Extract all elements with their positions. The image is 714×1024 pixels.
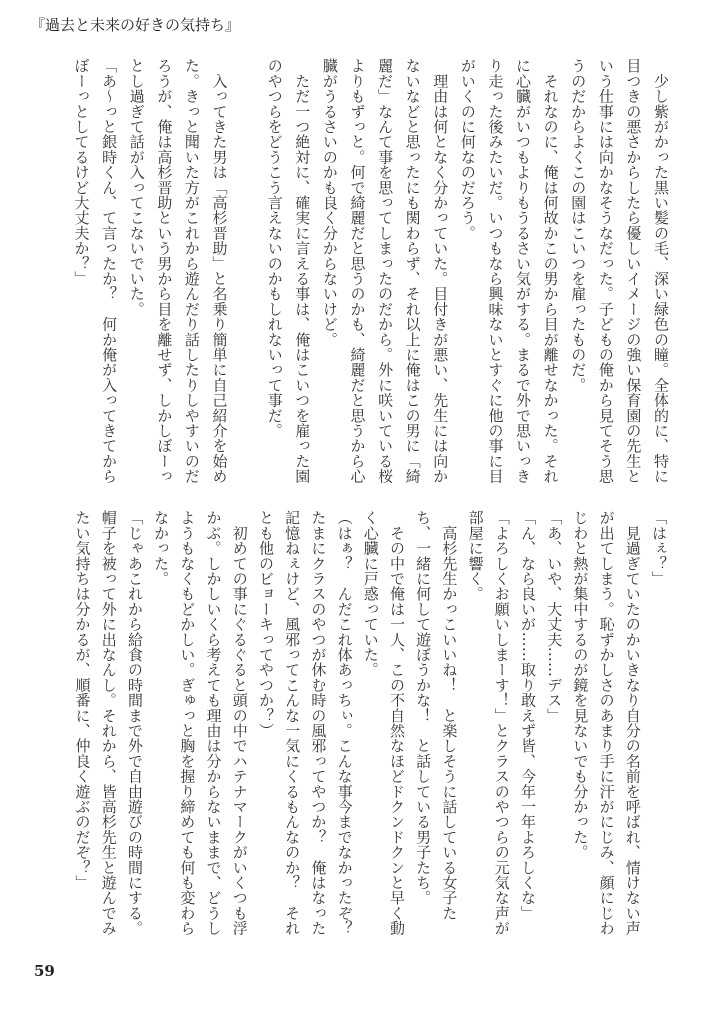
- text-column: 麗だ」なんて事を思ってしまったのだから。外に咲いている桜: [376, 58, 395, 484]
- text-column: 高杉先生かっこいいね！ と楽しそうに話している女子た: [440, 510, 459, 921]
- text-column: それなのに、俺は何故かこの男から目が離せなかった。それ: [541, 58, 560, 484]
- text-column: 初めての事にぐるぐると頭の中でハテナマークがいくつも浮: [230, 510, 249, 936]
- text-column: 「あ〜っと銀時くん、て言ったか？ 何か俺が入ってきてから: [100, 58, 119, 484]
- page-number: 59: [34, 962, 55, 980]
- text-column: 「じゃあこれから給食の時間まで外で自由遊びの時間にする。: [125, 510, 144, 936]
- text-column: 「ん、なら良いが……取り敢えず皆、今年一年よろしくな」: [518, 510, 537, 921]
- text-column: く心臓に戸惑っていた。: [361, 510, 380, 678]
- text-column: とし過ぎて話が入ってこないでいた。: [127, 58, 146, 317]
- text-column: に心臓がいつもよりもうるさい気がする。まるで外で思いっき: [514, 58, 533, 484]
- text-column: ようもなくもどかしい。ぎゅっと胸を握り締めても何も変わら: [178, 510, 197, 936]
- text-column: かぶ。しかしいくら考えても理由は分からないままで、どうし: [204, 510, 223, 936]
- text-column: ただ一つ絶対に、確実に言える事は、俺はこいつを雇った園: [293, 58, 312, 484]
- text-column: たまにクラスのやつが休む時の風邪ってやつか？ 俺はなった: [309, 510, 328, 936]
- text-column: がいくのに何なのだろう。: [458, 58, 477, 241]
- text-column: ち、一緒に何して遊ぼうかな！ と話している男子たち。: [414, 510, 433, 906]
- text-column: 見過ぎていたのかいきなり自分の名前を呼ばれ、情けない声: [623, 510, 642, 936]
- text-column: 部屋に響く。: [466, 510, 485, 602]
- text-column: が出てしまう。恥ずかしさのあまり手に汗がにじみ、顔にじわ: [597, 510, 616, 936]
- text-column: り走った後みたいだ。いつもなら興味ないとすぐに他の事に目: [486, 58, 505, 484]
- text-column: 臓がうるさいのかも良く分からないけど。: [320, 58, 339, 347]
- text-column: のやつらをどうこう言えないのかもしれないって事だ。: [265, 58, 284, 438]
- text-block-top: [67, 58, 674, 484]
- chapter-title: 『過去と未来の好きの気持ち』: [30, 16, 241, 34]
- text-column: ぼーっとしてるけど大丈夫か？」: [72, 58, 91, 286]
- text-column: た。きっと聞いた方がこれから遊んだり話したりしやすいのだ: [182, 58, 201, 484]
- text-column: その中で俺は一人、この不自然なほどドクンドクンと早く動: [387, 510, 406, 936]
- text-column: 帽子を被って外に出なんし。それから、皆高杉先生と遊んでみ: [99, 510, 118, 936]
- text-column: うのだからよくこの園はこいつを雇ったものだ。: [569, 58, 588, 393]
- text-column: ろうが、俺は高杉晋助という男から目を離せず、しかしぼーっ: [155, 58, 174, 484]
- text-column: 「はぇ？」: [650, 510, 668, 586]
- text-column: いう仕事には向かなそうなだった。子どもの俺から見てそう思: [596, 58, 615, 484]
- text-column: 入ってきた男は「高杉晋助」と名乗り簡単に自己紹介を始め: [210, 58, 229, 484]
- text-column: なかった。: [152, 510, 171, 586]
- text-column: 「よろしくお願いしまーす！」とクラスのやつらの元気な声が: [492, 510, 511, 936]
- text-column: 「あ、いや、大丈夫……デス」: [545, 510, 564, 723]
- text-column: とも他のビョーキってやつか？）: [256, 510, 275, 738]
- text-column: 少し紫がかった黒い髪の毛、深い緑色の瞳。全体的に、特に: [652, 58, 670, 484]
- text-column: 記憶ねぇけど、風邪ってこんな一気にくるもんなのか？ それ: [283, 510, 302, 936]
- text-column: 理由は何となく分かっていた。目付きが悪い、先生には向か: [431, 58, 450, 484]
- text-column: ないなどと思ったにも関わらず、それ以上に俺はこの男に「綺: [403, 58, 422, 484]
- text-column: 目つきの悪さからしたら優しいイメージの強い保育園の先生と: [624, 58, 643, 484]
- text-column: （はぁ？ んだこれ体あっちぃ。こんな事今までなかったぞ？: [335, 510, 354, 936]
- text-column: じわと熱が集中するのが鏡を見ないでも分かった。: [571, 510, 590, 860]
- text-block-bottom: [69, 510, 672, 936]
- text-column: たい気持ちは分かるが、順番に、仲良く遊ぶのだぞ？」: [73, 510, 92, 890]
- text-column: [233, 58, 261, 468]
- text-column: よりもずっと。何で綺麗だと思うのかも、綺麗だと思うから心: [348, 58, 367, 484]
